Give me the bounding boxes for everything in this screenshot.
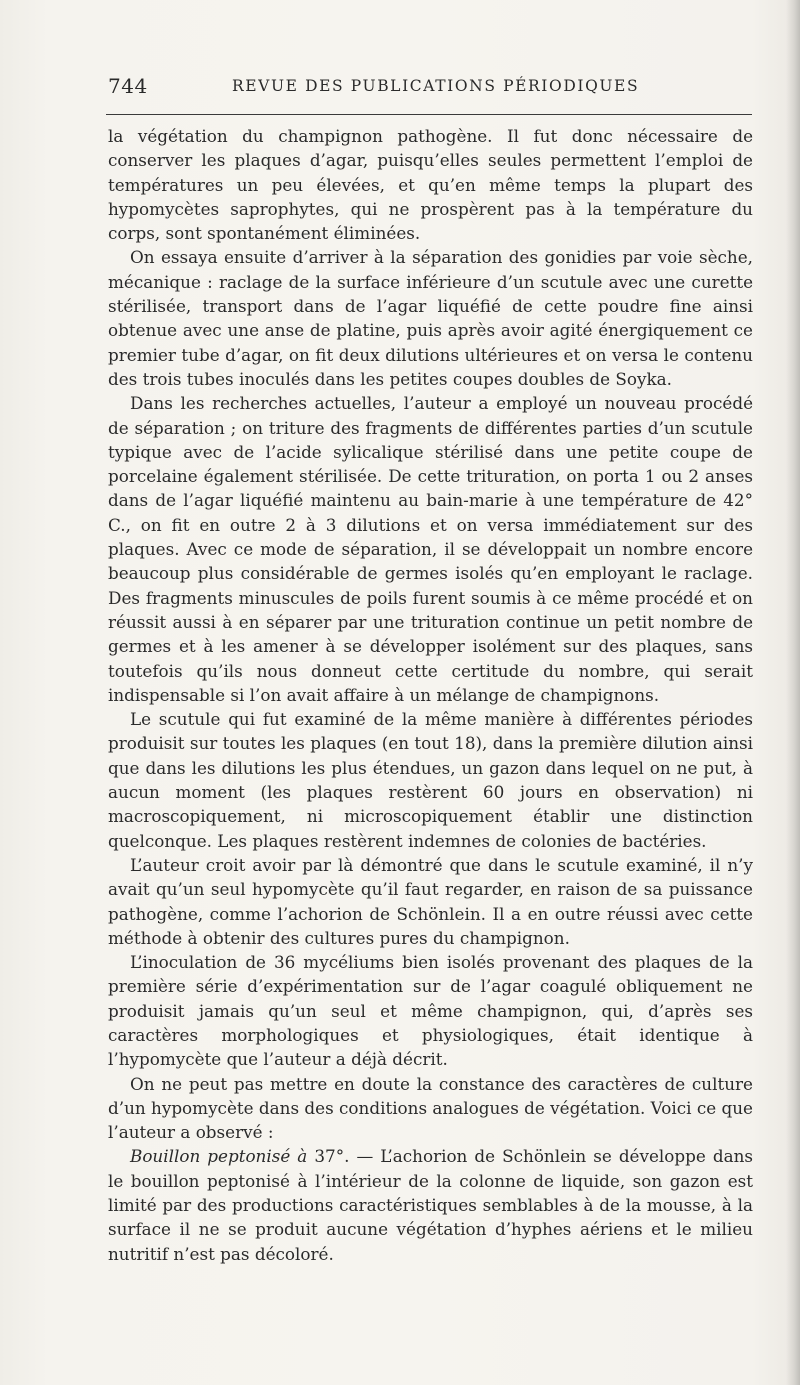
paragraph-4: Le scutule qui fut examiné de la même manière à différentes périodes produisit sur toutes les plaques (en tout 18), dans la première dilution ainsi que dans les dilutions les plus étendues, un gazon dans lequel on ne put, à aucun moment (les plaques restèrent 60 jours en observation) ni macroscopiquement, ni microscopiquement établir une distinction quelconque. Les plaques restèrent indemnes de colonies de bactéries. — [108, 709, 753, 851]
paragraph-6: L’inoculation de 36 mycéliums bien isolés provenant des plaques de la première série d’expérimentation sur de l’agar coagulé obliquement ne produisit jamais qu’un seul et même champignon, qui, d’après ses caractères morphologiques et physiologiques, était identique à l’hypomycète que l’auteur a déjà décrit. — [108, 952, 753, 1070]
page-edge-shadow — [786, 0, 800, 1385]
running-title: REVUE DES PUBLICATIONS PÉRIODIQUES — [232, 77, 640, 95]
paragraph-1: la végétation du champignon pathogène. Il fut donc nécessaire de conserver les plaques d’agar, puisqu’elles seules permettent l’emploi de températures un peu élevées, et qu’en même temps la plupart des hypomycètes saprophytes, qui ne prospèrent pas à la température du corps, sont spontanément éliminées. — [108, 126, 753, 244]
body-text — [108, 124, 753, 1266]
paragraph-8 — [108, 1144, 753, 1265]
page-number: 744 — [108, 74, 148, 98]
page-header — [108, 70, 753, 102]
paragraph-3: Dans les recherches actuelles, l’auteur a employé un nouveau procédé de séparation ; on triture des fragments de différentes parties d’un scutule typique avec de l’acide sylicalique stérilisé dans une petite coupe de porcelaine également stérilisée. De cette trituration, on porta 1 ou 2 anses dans de l’agar liquéfié maintenu au bain-marie à une température de 42° C., on fit en outre 2 à 3 dilutions et on versa immédiatement sur des plaques. Avec ce mode de séparation, il se développait un nombre encore beaucoup plus considérable de germes isolés qu’en employant le raclage. Des fragments minuscules de poils furent soumis à ce même procédé et on réussit aussi à en séparer par une trituration continue un petit nombre de germes et à les amener à se développer isolément sur des plaques, sans toutefois qu’ils nous donneut cette certitude du nombre, qui serait indispensable si l’on avait affaire à un mélange de champignons. — [108, 393, 753, 705]
paragraph-7: On ne peut pas mettre en doute la constance des caractères de culture d’un hypomycète dans des conditions analogues de végétation. Voici ce que l’auteur a observé : — [108, 1073, 753, 1143]
header-rule — [106, 114, 752, 115]
paragraph-2: On essaya ensuite d’arriver à la séparation des gonidies par voie sèche, mécanique : raclage de la surface inférieure d’un scutule avec une curette stérilisée, transport dans de l’agar liquéfié de cette poudre fine ainsi obtenue avec une anse de platine, puis après avoir agité énergiquement ce premier tube d’agar, on fit deux dilutions ultérieures et on versa le contenu des trois tubes inoculés dans les petites coupes doubles de Soyka. — [108, 247, 753, 389]
paragraph-5: L’auteur croit avoir par là démontré que dans le scutule examiné, il n’y avait qu’un seul hypomycète qu’il faut regarder, en raison de sa puissance pathogène, comme l’achorion de Schönlein. Il a en outre réussi avec cette méthode à obtenir des cultures pures du champignon. — [108, 854, 753, 948]
paragraph-8-italic-lead: Bouillon peptonisé à — [130, 1146, 308, 1167]
paragraph-8-text: 37°. — L’achorion de Schönlein se développe dans le bouillon peptonisé à l’intérieur de la colonne de liquide, son gazon est limité par des productions caractéristiques semblables à de la mousse, à la surface il ne se produit aucune végétation d’hyphes aériens et le milieu nutritif n’est pas décoloré. — [108, 1146, 753, 1264]
